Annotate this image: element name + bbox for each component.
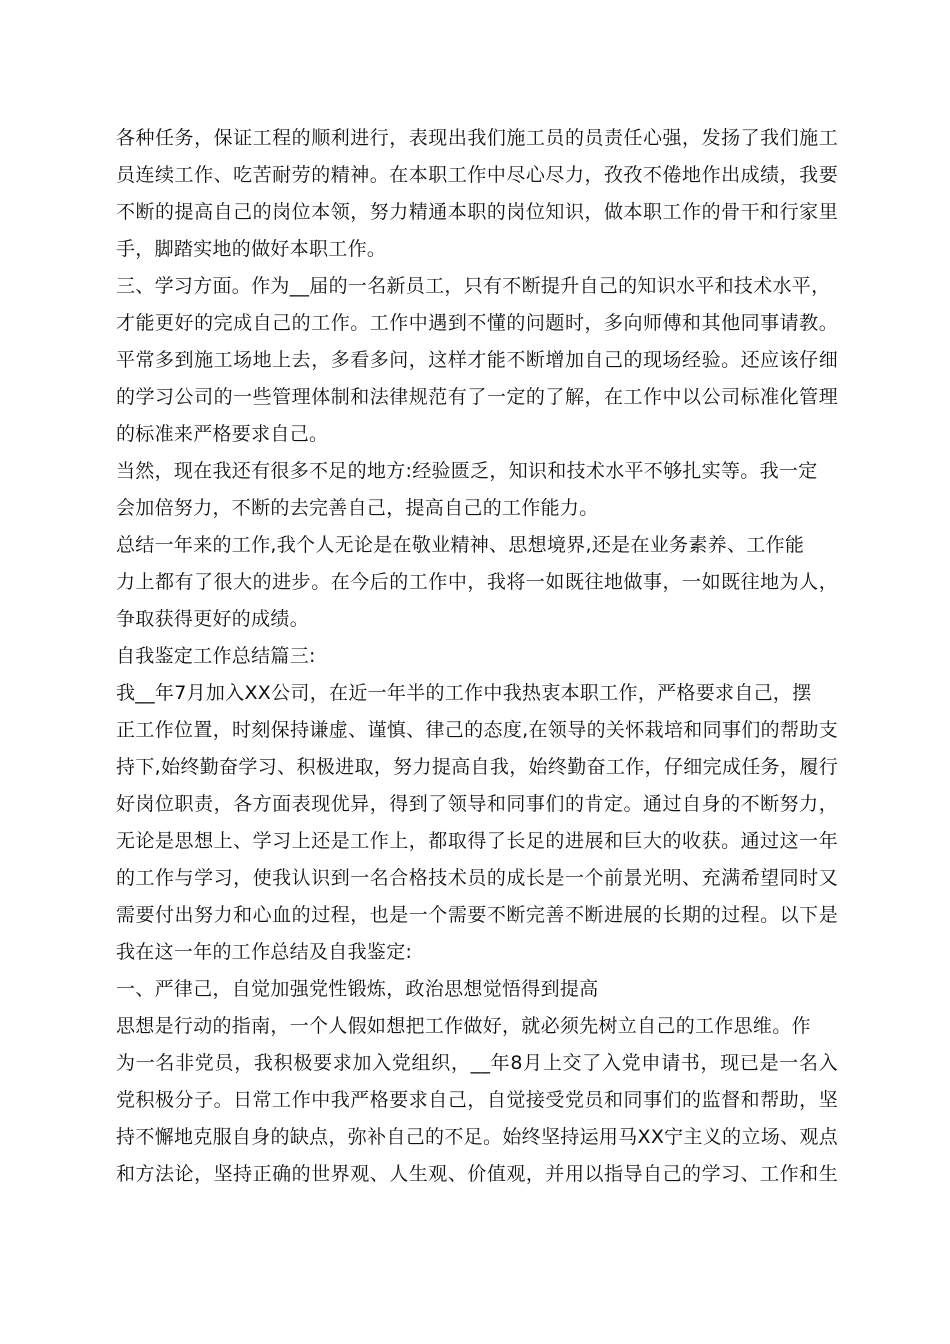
text-line: 总结一年来的工作,我个人无论是在敬业精神、思想境界,还是在业务素养、工作能: [116, 534, 805, 556]
text-line: 当然，现在我还有很多不足的地方:经验匮乏，知识和技术水平不够扎实等。我一定: [116, 460, 818, 482]
text-line: 为一名非党员，我积极要求加入党组织，__年8月上交了入党申请书，现已是一名入: [116, 1052, 838, 1074]
text-line: 会加倍努力，不断的去完善自己，提高自己的工作能力。: [116, 497, 599, 519]
text-line: 各种任务，保证工程的顺利进行，表现出我们施工员的员责任心强，发扬了我们施工: [116, 127, 838, 149]
text-line: 无论是思想上、学习上还是工作上，都取得了长足的进展和巨大的收获。通过这一年: [116, 830, 838, 852]
text-line: 正工作位置，时刻保持谦虚、谨慎、律己的态度,在领导的关怀栽培和同事们的帮助支: [116, 719, 838, 741]
text-line: 的标准来严格要求自己。: [116, 423, 329, 445]
text-line: 手，脚踏实地的做好本职工作。: [116, 238, 387, 260]
text-line: 力上都有了很大的进步。在今后的工作中，我将一如既往地做事，一如既往地为人，: [116, 571, 838, 593]
text-line: 好岗位职责，各方面表现优异，得到了领导和同事们的肯定。通过自身的不断努力，: [116, 793, 838, 815]
text-line: 才能更好的完成自己的工作。工作中遇到不懂的问题时，多向师傅和其他同事请教。: [116, 312, 838, 334]
text-line: 员连续工作、吃苦耐劳的精神。在本职工作中尽心尽力，孜孜不倦地作出成绩，我要: [116, 164, 838, 186]
text-line: 平常多到施工场地上去，多看多问，这样才能不断增加自己的现场经验。还应该仔细: [116, 349, 838, 371]
text-line: 和方法论，坚持正确的世界观、人生观、价值观，并用以指导自己的学习、工作和生: [116, 1163, 838, 1185]
text-line: 持下,始终勤奋学习、积极进取，努力提高自我，始终勤奋工作，仔细完成任务，履行: [116, 756, 838, 778]
body-text: [116, 120, 838, 1193]
text-line: 三、学习方面。作为__届的一名新员工，只有不断提升自己的知识水平和技术水平，: [116, 275, 831, 297]
text-line: 不断的提高自己的岗位本领，努力精通本职的岗位知识，做本职工作的骨干和行家里: [116, 201, 838, 223]
text-line: 思想是行动的指南，一个人假如想把工作做好，就必须先树立自己的工作思维。作: [116, 1015, 811, 1037]
text-line: 我在这一年的工作总结及自我鉴定:: [116, 941, 413, 963]
text-line: 需要付出努力和心血的过程，也是一个需要不断完善不断进展的长期的过程。以下是: [116, 904, 838, 926]
text-line: 持不懈地克服自身的缺点，弥补自己的不足。始终坚持运用马XX宁主义的立场、观点: [116, 1126, 838, 1148]
section-heading: 自我鉴定工作总结篇三:: [116, 645, 316, 667]
text-line: 我__年7月加入XX公司，在近一年半的工作中我热衷本职工作，严格要求自己，摆: [116, 682, 812, 704]
text-line: 的工作与学习，使我认识到一名合格技术员的成长是一个前景光明、充满希望同时又: [116, 867, 838, 889]
subsection-heading: 一、严律己，自觉加强党性锻炼，政治思想觉悟得到提高: [116, 978, 599, 1000]
text-line: 的学习公司的一些管理体制和法律规范有了一定的了解，在工作中以公司标准化管理: [116, 386, 838, 408]
text-line: 争取获得更好的成绩。: [116, 608, 310, 630]
text-line: 党积极分子。日常工作中我严格要求自己，自觉接受党员和同事们的监督和帮助，坚: [116, 1089, 838, 1111]
